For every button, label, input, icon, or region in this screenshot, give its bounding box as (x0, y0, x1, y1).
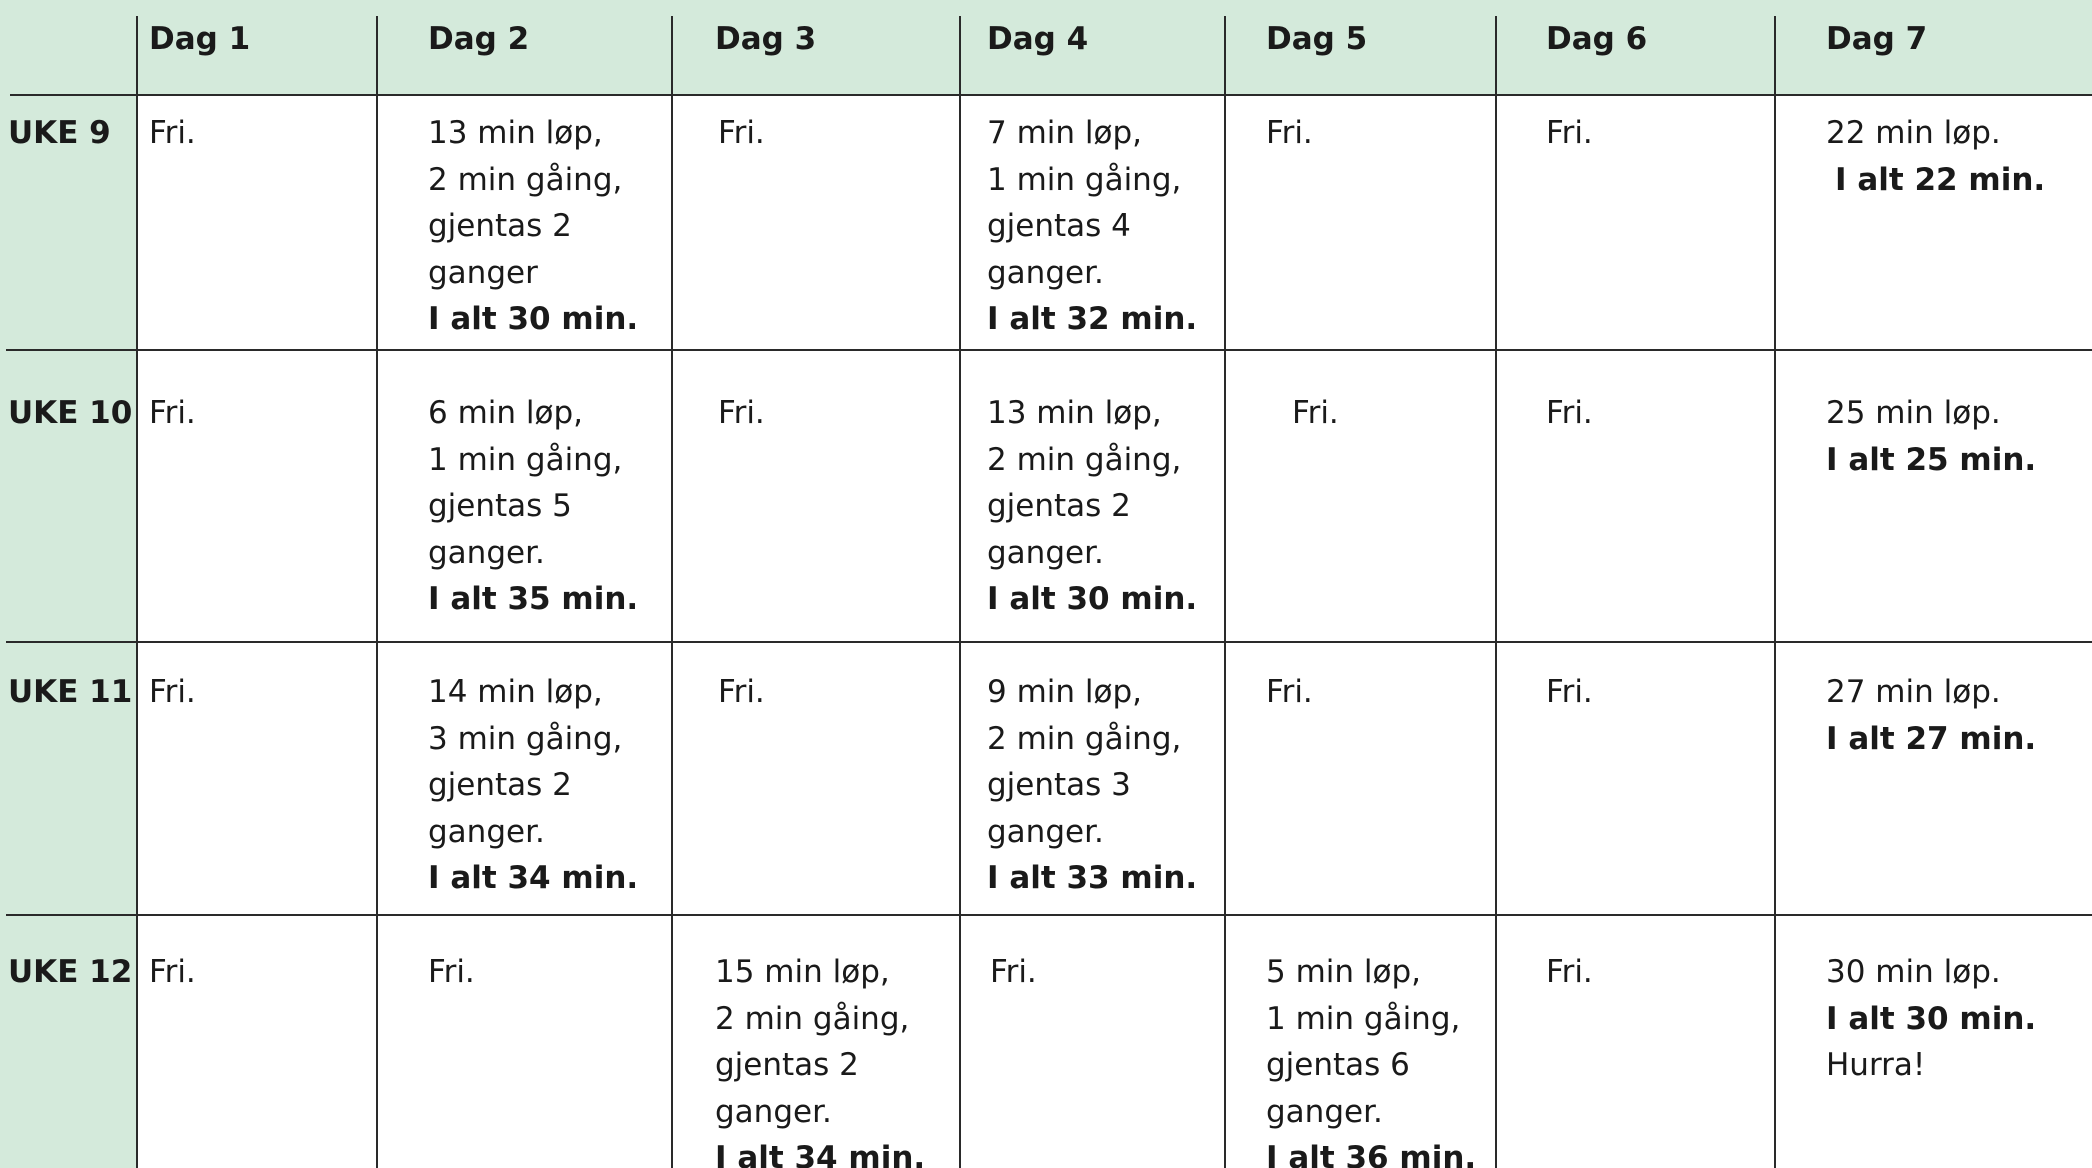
cell-line: 30 min løp. (1826, 954, 2001, 990)
table-cell (987, 390, 1197, 623)
cell-line: ganger. (987, 254, 1104, 291)
cell-total: I alt 32 min. (987, 301, 1198, 337)
column-header-dag-1: Dag 1 (149, 21, 251, 57)
cell-line: 13 min løp, (987, 395, 1162, 431)
table-cell (987, 110, 1197, 343)
table-cell (1266, 949, 1476, 1168)
cell-line: 22 min løp. (1826, 115, 2001, 151)
column-header-dag-5: Dag 5 (1266, 21, 1368, 57)
cell-line: 1 min gåing, (1266, 1000, 1461, 1037)
cell-line: Fri. (1266, 115, 1313, 151)
column-divider (376, 16, 378, 1168)
cell-line: 6 min løp, (428, 395, 583, 431)
cell-line: Fri. (718, 395, 765, 431)
cell-line: Fri. (1546, 115, 1593, 151)
table-cell (149, 949, 196, 996)
table-cell (718, 390, 765, 437)
cell-total: I alt 30 min. (1826, 1000, 2037, 1037)
column-divider (671, 16, 673, 1168)
cell-line: 7 min løp, (987, 115, 1142, 151)
cell-line: Fri. (149, 674, 196, 710)
cell-total: I alt 36 min. (1266, 1140, 1477, 1168)
cell-line: 2 min gåing, (428, 161, 623, 198)
cell-line: 5 min løp, (1266, 954, 1421, 990)
cell-total: I alt 30 min. (987, 581, 1198, 617)
cell-line: 13 min løp, (428, 115, 603, 151)
table-cell (1546, 110, 1593, 157)
cell-total: I alt 30 min. (428, 301, 639, 337)
cell-line: ganger. (1266, 1093, 1383, 1130)
row-divider (6, 349, 2092, 351)
cell-line: Fri. (990, 954, 1037, 990)
cell-line: 2 min gåing, (987, 441, 1182, 478)
cell-total: I alt 34 min. (428, 860, 639, 896)
cell-line: Fri. (718, 674, 765, 710)
week-label: UKE 10 (8, 395, 133, 431)
table-cell (1826, 949, 2036, 1089)
column-divider (1774, 16, 1776, 1168)
cell-line: gjentas 2 (987, 488, 1131, 524)
cell-line: ganger. (428, 534, 545, 571)
table-cell (1546, 949, 1593, 996)
table-cell (1546, 669, 1593, 716)
table-cell (149, 669, 196, 716)
table-cell (718, 669, 765, 716)
table-cell (428, 390, 638, 623)
cell-line: Fri. (1266, 674, 1313, 710)
table-cell (428, 110, 638, 343)
cell-line: 1 min gåing, (428, 441, 623, 478)
cell-total: I alt 35 min. (428, 581, 639, 617)
cell-total: I alt 25 min. (1826, 441, 2037, 478)
cell-line: 15 min løp, (715, 954, 890, 990)
cell-line: gjentas 2 (428, 208, 572, 244)
cell-total: I alt 22 min. (1835, 161, 2046, 198)
cell-line: 1 min gåing, (987, 161, 1182, 198)
cell-line: Fri. (149, 115, 196, 151)
cell-line: 27 min løp. (1826, 674, 2001, 710)
table-cell (1826, 110, 2045, 203)
cell-line: Fri. (149, 395, 196, 431)
cell-line: Fri. (718, 115, 765, 151)
cell-line: ganger. (987, 534, 1104, 571)
cell-total: I alt 34 min. (715, 1140, 926, 1168)
cell-line: Fri. (1546, 395, 1593, 431)
cell-line: 14 min løp, (428, 674, 603, 710)
cell-line: 2 min gåing, (987, 720, 1182, 757)
column-divider (1495, 16, 1497, 1168)
cell-line: Fri. (1292, 395, 1339, 431)
table-cell (1546, 390, 1593, 437)
cell-line: ganger. (428, 813, 545, 850)
cell-line: Fri. (1546, 674, 1593, 710)
cell-line: gjentas 4 (987, 208, 1131, 244)
table-cell (990, 949, 1037, 996)
cell-line: Fri. (1546, 954, 1593, 990)
cell-line: 3 min gåing, (428, 720, 623, 757)
week-label: UKE 9 (8, 115, 111, 151)
cell-line: gjentas 6 (1266, 1047, 1410, 1083)
table-cell (149, 390, 196, 437)
table-cell (718, 110, 765, 157)
cell-line: Fri. (149, 954, 196, 990)
column-header-dag-3: Dag 3 (715, 21, 817, 57)
cell-line: gjentas 2 (715, 1047, 859, 1083)
cell-line: 25 min løp. (1826, 395, 2001, 431)
column-divider (959, 16, 961, 1168)
cell-line: Fri. (428, 954, 475, 990)
cell-line: ganger. (987, 813, 1104, 850)
cell-line: 9 min løp, (987, 674, 1142, 710)
cell-total: I alt 33 min. (987, 860, 1198, 896)
cell-line: 2 min gåing, (715, 1000, 910, 1037)
cell-line: ganger (428, 254, 538, 291)
column-header-dag-4: Dag 4 (987, 21, 1089, 57)
row-divider (6, 641, 2092, 643)
cell-line: ganger. (715, 1093, 832, 1130)
row-divider (10, 94, 2092, 96)
column-header-dag-7: Dag 7 (1826, 21, 1928, 57)
table-cell (1292, 390, 1339, 437)
table-cell (1826, 669, 2036, 762)
row-divider (6, 914, 2092, 916)
week-label: UKE 12 (8, 954, 133, 990)
table-cell (987, 669, 1197, 902)
column-divider (1224, 16, 1226, 1168)
cell-extra: Hurra! (1826, 1047, 1926, 1083)
table-cell (1266, 669, 1313, 716)
table-cell (1826, 390, 2036, 483)
column-header-dag-2: Dag 2 (428, 21, 530, 57)
cell-line: gjentas 2 (428, 767, 572, 803)
table-cell (428, 669, 638, 902)
table-cell (428, 949, 475, 996)
table-cell (1266, 110, 1313, 157)
column-divider (136, 16, 138, 1168)
cell-total: I alt 27 min. (1826, 720, 2037, 757)
cell-line: gjentas 5 (428, 488, 572, 524)
week-label: UKE 11 (8, 674, 133, 710)
cell-line: gjentas 3 (987, 767, 1131, 803)
table-cell (149, 110, 196, 157)
table-cell (715, 949, 925, 1168)
column-header-dag-6: Dag 6 (1546, 21, 1648, 57)
